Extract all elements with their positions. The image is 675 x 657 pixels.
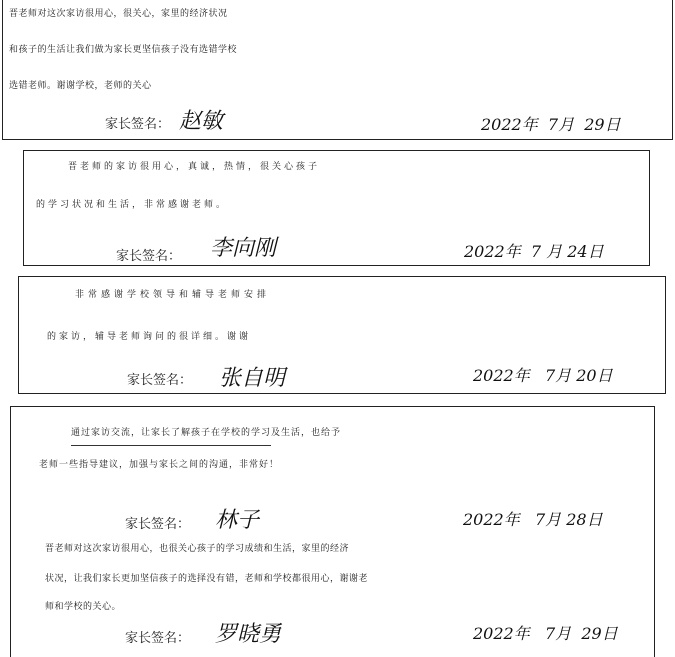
parent-signature: 罗晓勇 <box>215 622 282 647</box>
signature-date: 2022年 7月 29日 <box>473 624 618 643</box>
feedback-text-line: 和孩子的生活让我们做为家长更坚信孩子没有选错学校 <box>9 45 238 55</box>
parent-signature: 赵敏 <box>179 109 224 134</box>
signature-label: 家长签名： <box>116 249 182 264</box>
feedback-text-line: 状况，让我们家长更加坚信孩子的选择没有错，老师和学校都很用心，谢谢老 <box>45 574 369 584</box>
feedback-text-line: 选错老师。谢谢学校，老师的关心 <box>9 81 152 91</box>
signature-label: 家长签名： <box>125 631 191 646</box>
feedback-card-3 <box>18 276 666 394</box>
handwritten-underline <box>71 445 271 446</box>
feedback-card-2 <box>23 150 650 266</box>
signature-date: 2022年 7月 28日 <box>463 510 603 529</box>
parent-signature: 李向刚 <box>210 236 277 261</box>
signature-date: 2022年 7月 29日 <box>481 115 621 134</box>
feedback-card-4 <box>10 406 655 657</box>
feedback-text-line: 老师一些指导建议，加强与家长之间的沟通，非常好！ <box>39 460 280 470</box>
feedback-text-line: 通过家访交流，让家长了解孩子在学校的学习及生活，也给予 <box>71 428 342 438</box>
feedback-text-line: 晋老师对这次家访很用心，也很关心孩子的学习成绩和生活，家里的经济 <box>45 544 350 554</box>
feedback-text-line: 非常感谢学校领导和辅导老师安排 <box>75 290 271 300</box>
signature-date: 2022年 7月 20日 <box>473 366 613 385</box>
feedback-text-line: 师和学校的关心。 <box>45 602 122 612</box>
feedback-text-line: 的家访，辅导老师询问的很详细。谢谢 <box>47 332 252 342</box>
feedback-text-line: 晋老师对这次家访很用心，很关心，家里的经济状况 <box>9 9 228 19</box>
signature-date: 2022年 7 月 24日 <box>464 242 604 261</box>
signature-label: 家长签名： <box>125 517 191 532</box>
feedback-text-line: 的学习状况和生活，非常感谢老师。 <box>36 200 229 210</box>
signature-label: 家长签名： <box>105 117 171 132</box>
feedback-card-1 <box>2 0 673 140</box>
signature-label: 家长签名： <box>127 373 193 388</box>
feedback-text-line: 晋老师的家访很用心，真诚，热情，很关心孩子 <box>68 162 321 172</box>
parent-signature: 张自明 <box>219 366 286 391</box>
parent-signature: 林子 <box>215 508 260 533</box>
